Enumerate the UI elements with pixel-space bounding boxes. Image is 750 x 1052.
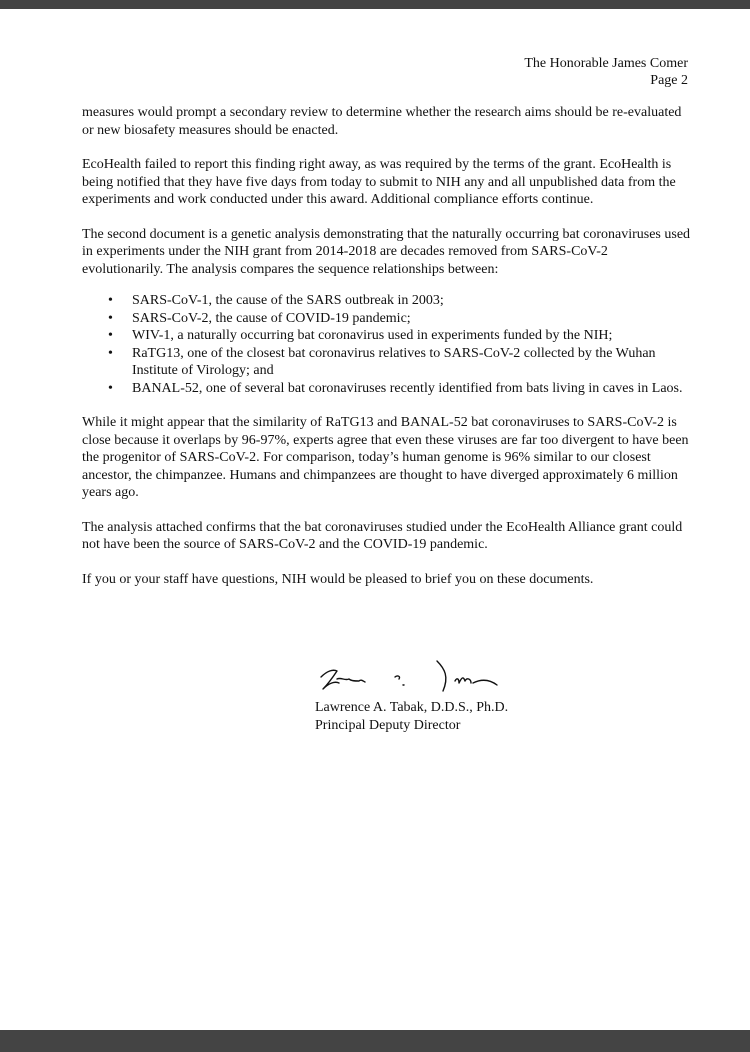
list-item: • WIV-1, a naturally occurring bat coronavirus used in experiments funded by the NIH; (132, 327, 692, 345)
recipient-line: The Honorable James Comer (524, 56, 688, 71)
signer-name: Lawrence A. Tabak, D.D.S., Ph.D. (315, 700, 509, 715)
list-item: • RaTG13, one of the closest bat coronavirus relatives to SARS-CoV-2 collected by the Wuhan Institute of Virology; and (132, 345, 692, 380)
paragraph-continuation: measures would prompt a secondary review to determine whether the research aims should be re-evaluated or new biosafety measures should be enacted. (82, 105, 682, 138)
letter-body (82, 104, 692, 605)
list-item: • BANAL-52, one of several bat coronaviruses recently identified from bats living in caves in Laos. (132, 380, 692, 398)
paragraph-ecohealth-failure: EcoHealth failed to report this finding right away, as was required by the terms of the grant. EcoHealth is being notified that they have five days from today to submit to NIH any and all unpublished data from the experiments and work conducted under this award. Additional compliance efforts continue. (82, 157, 676, 207)
signer-title: Principal Deputy Director (315, 717, 461, 733)
page-number: Page 2 (650, 73, 688, 88)
paragraph-contact: If you or your staff have questions, NIH would be pleased to brief you on these documents. (82, 571, 594, 587)
list-item: • SARS-CoV-1, the cause of the SARS outbreak in 2003; (132, 292, 692, 310)
handwritten-signature (315, 655, 515, 697)
viewer-bottom-bar (0, 1030, 750, 1052)
paragraph-conclusion: The analysis attached confirms that the bat coronaviruses studied under the EcoHealth Alliance grant could not have been the source of SARS-CoV-2 and the COVID-19 pandemic. (82, 519, 683, 552)
virus-list (82, 292, 692, 397)
list-item: • SARS-CoV-2, the cause of COVID-19 pandemic; (132, 310, 692, 328)
page-header (524, 55, 688, 89)
paragraph-similarity: While it might appear that the similarity of RaTG13 and BANAL-52 bat coronaviruses to SARS-CoV-2 is close because it overlaps by 96-97%, experts agree that even these viruses are far too divergent to have been the progenitor of SARS-CoV-2. For comparison, today’s human genome is 96% similar to our closest ancestor, the chimpanzee. Humans and chimpanzees are thought to have diverged approximately 6 million years ago. (82, 415, 689, 500)
paragraph-genetic-analysis: The second document is a genetic analysis demonstrating that the naturally occurring bat coronaviruses used in experiments under the NIH grant from 2014-2018 are decades removed from SARS-CoV-2 evolutionarily. The analysis compares the sequence relationships between: (82, 226, 691, 277)
signature-block (315, 655, 515, 734)
